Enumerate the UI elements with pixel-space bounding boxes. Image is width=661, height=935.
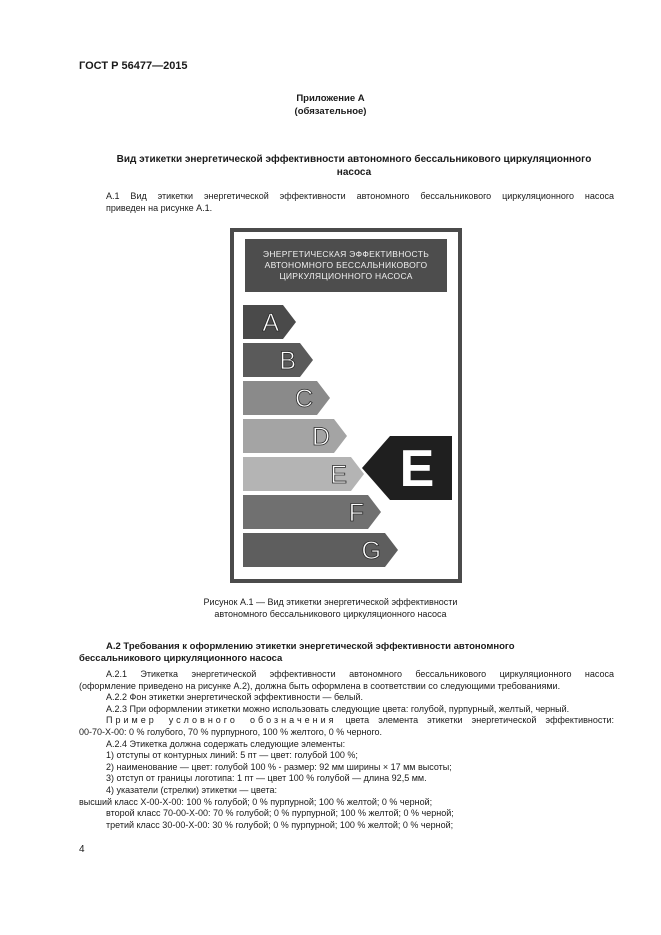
class-letter-b: B bbox=[279, 347, 296, 375]
section-title-line1: Вид этикетки энергетической эффективности автономного бессальникового циркуляционного bbox=[116, 154, 592, 165]
class-arrow-b bbox=[243, 343, 313, 377]
appendix-status: (обязательное) bbox=[294, 106, 367, 117]
class-letter-d: D bbox=[311, 423, 330, 451]
example-label: Пример условного обозначения bbox=[106, 715, 337, 726]
label-title-line1: ЭНЕРГЕТИЧЕСКАЯ ЭФФЕКТИВНОСТЬ bbox=[262, 249, 430, 259]
paragraph-a1-line2: приведен на рисунке А.1. bbox=[106, 202, 213, 213]
example-line2: 00-70-Х-00: 0 % голубого, 70 % пурпурного, 100 % желтого, 0 % черного. bbox=[79, 726, 383, 737]
label-title-line3: ЦИРКУЛЯЦИОННОГО НАСОСА bbox=[279, 271, 413, 281]
example-line1 bbox=[79, 715, 614, 727]
class-high-line: высший класс Х-00-Х-00: 100 % голубой; 0 % пурпурной; 100 % желтой; 0 % черной; bbox=[79, 796, 433, 807]
document-header: ГОСТ Р 56477—2015 bbox=[79, 60, 188, 72]
class-arrow-d bbox=[243, 419, 347, 453]
class-arrow-c bbox=[243, 381, 330, 415]
a21-line2: (оформление приведено на рисунке А.2), должна быть оформлена в соответствии со следующими требованиями. bbox=[79, 680, 561, 691]
class-letter-a: A bbox=[262, 309, 279, 337]
paragraph-a1-line1: А.1 Вид этикетки энергетической эффективности автономного бессальникового циркуляционного насоса bbox=[106, 191, 614, 201]
section-title-line2: насоса bbox=[336, 167, 372, 178]
section-a2-line2: бессальникового циркуляционного насоса bbox=[79, 653, 283, 664]
label-title-line2: АВТОНОМНОГО БЕССАЛЬНИКОВОГО bbox=[264, 260, 428, 270]
class-second-line: второй класс 70-00-Х-00: 70 % голубой; 0 % пурпурной; 100 % желтой; 0 % черной; bbox=[106, 808, 454, 819]
a21-line1: А.2.1 Этикетка энергетической эффективности автономного бессальникового циркуляционного насоса bbox=[106, 669, 614, 679]
a22-line: А.2.2 Фон этикетки энергетической эффективности — белый. bbox=[106, 692, 364, 703]
appendix-title: Приложение А bbox=[296, 93, 365, 104]
a23-line: А.2.3 При оформлении этикетки можно использовать следующие цвета: голубой, пурпурный, желтый, черный. bbox=[106, 703, 570, 714]
list-item-4: 4) указатели (стрелки) этикетки — цвета: bbox=[106, 784, 277, 795]
list-item-3: 3) отступ от границы логотипа: 1 пт — цвет 100 % голубой — длина 92,5 мм. bbox=[106, 773, 427, 784]
requirements-body bbox=[79, 669, 614, 831]
figure-caption-line2: автономного бессальникового циркуляционного насоса bbox=[214, 609, 447, 619]
example-rest: цвета элемента этикетки энергетической эффективности: bbox=[336, 715, 614, 726]
list-item-2: 2) наименование — цвет: голубой 100 % - размер: 92 мм ширины × 17 мм высоты; bbox=[106, 761, 452, 772]
section-a2-line1: А.2 Требования к оформлению этикетки энергетической эффективности автономного bbox=[106, 641, 515, 652]
class-letter-c: C bbox=[294, 385, 313, 413]
page-number: 4 bbox=[79, 844, 85, 855]
a24-line: А.2.4 Этикетка должна содержать следующие элементы: bbox=[106, 738, 346, 749]
indicator-letter: E bbox=[399, 440, 435, 498]
figure-caption bbox=[0, 596, 661, 620]
class-letter-g: G bbox=[361, 537, 381, 565]
class-third-line: третий класс 30-00-Х-00: 30 % голубой; 0 % пурпурной; 100 % желтой; 0 % черной; bbox=[106, 819, 454, 830]
section-a2-heading bbox=[79, 641, 614, 665]
figure-caption-line1: Рисунок А.1 — Вид этикетки энергетической эффективности bbox=[203, 597, 458, 607]
class-letter-e: E bbox=[330, 461, 347, 489]
list-item-1: 1) отступы от контурных линий: 5 пт — цвет: голубой 100 %; bbox=[106, 750, 358, 761]
class-letter-f: F bbox=[348, 499, 364, 527]
